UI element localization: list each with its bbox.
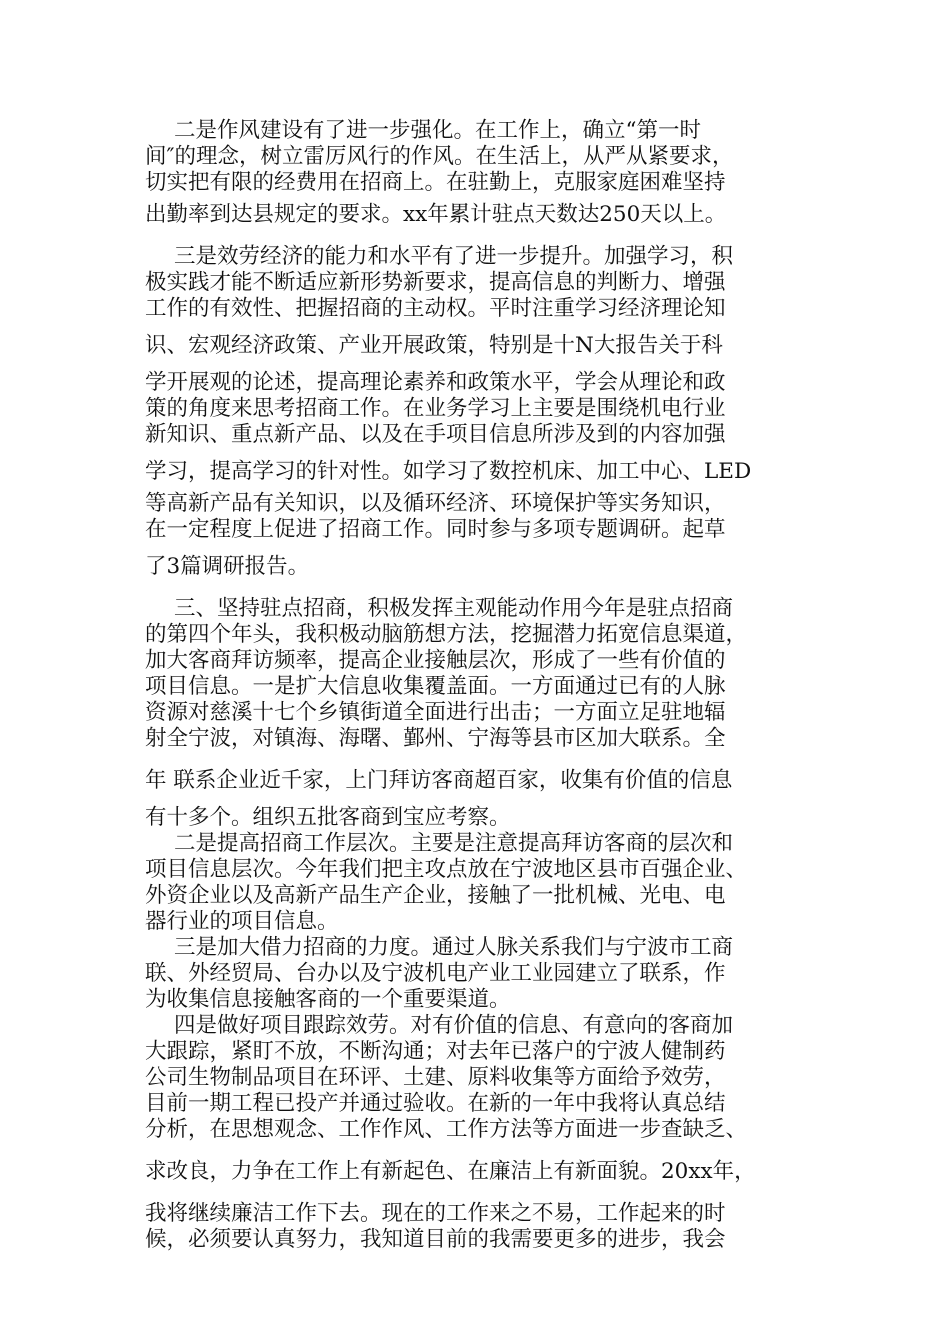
text-line: 项目信息层次。今年我们把主攻点放在宁波地区县市百强企业、 <box>145 857 748 882</box>
text-line: 我将继续廉洁工作下去。现在的工作来之不易，工作起来的时 <box>145 1201 726 1226</box>
text-line: 器行业的项目信息。 <box>145 909 339 934</box>
text-line: 年 联系企业近千家，上门拜访客商超百家，收集有价值的信息 <box>145 768 733 793</box>
text-line: 识、宏观经济政策、产业开展政策，特别是十N大报告关于科 <box>145 333 723 358</box>
document-body <box>145 118 805 1253</box>
text-line: 求改良，力争在工作上有新起色、在廉洁上有新面貌。20xx年， <box>145 1159 756 1184</box>
text-line: 三、坚持驻点招商，积极发挥主观能动作用今年是驻点招商 <box>174 596 734 621</box>
text-line: 资源对慈溪十七个乡镇街道全面进行出击；一方面立足驻地辐 <box>145 700 726 725</box>
text-line: 在一定程度上促进了招商工作。同时参与多项专题调研。起草 <box>145 517 726 542</box>
text-line: 工作的有效性、把握招商的主动权。平时注重学习经济理论知 <box>145 296 726 321</box>
text-line: 极实践才能不断适应新形势新要求，提高信息的判断力、增强 <box>145 270 726 295</box>
text-line: 新知识、重点新产品、以及在手项目信息所涉及到的内容加强 <box>145 422 726 447</box>
text-line: 外资企业以及高新产品生产企业，接触了一批机械、光电、电 <box>145 883 726 908</box>
text-line: 二是作风建设有了进一步强化。在工作上，确立“第一时 <box>174 118 701 143</box>
text-line: 的第四个年头，我积极动脑筋想方法，挖掘潜力拓宽信息渠道， <box>145 622 748 647</box>
text-line: 等高新产品有关知识，以及循环经济、环境保护等实务知识， <box>145 491 726 516</box>
text-line: 加大客商拜访频率，提高企业接触层次，形成了一些有价值的 <box>145 648 726 673</box>
text-line: 三是加大借力招商的力度。通过人脉关系我们与宁波市工商 <box>174 935 734 960</box>
text-line: 策的角度来思考招商工作。在业务学习上主要是围绕机电行业 <box>145 396 726 421</box>
text-line: 射全宁波，对镇海、海曙、鄞州、宁海等县市区加大联系。全 <box>145 726 726 751</box>
text-line: 有十多个。组织五批客商到宝应考察。 <box>145 805 511 830</box>
text-line: 大跟踪，紧盯不放，不断沟通；对去年已落户的宁波人健制药 <box>145 1039 726 1064</box>
text-line: 为收集信息接触客商的一个重要渠道。 <box>145 987 511 1012</box>
text-line: 公司生物制品项目在环评、土建、原料收集等方面给予效劳， <box>145 1065 726 1090</box>
text-line: 项目信息。一是扩大信息收集覆盖面。一方面通过已有的人脉 <box>145 674 726 699</box>
text-line: 四是做好项目跟踪效劳。对有价值的信息、有意向的客商加 <box>174 1013 734 1038</box>
text-line: 学习，提高学习的针对性。如学习了数控机床、加工中心、LED <box>145 459 752 484</box>
text-line: 目前一期工程已投产并通过验收。在新的一年中我将认真总结 <box>145 1091 726 1116</box>
text-line: 学开展观的论述，提高理论素养和政策水平，学会从理论和政 <box>145 370 726 395</box>
text-line: 出勤率到达县规定的要求。xx年累计驻点天数达250天以上。 <box>145 202 727 227</box>
text-line: 二是提高招商工作层次。主要是注意提高拜访客商的层次和 <box>174 831 734 856</box>
text-line: 联、外经贸局、台办以及宁波机电产业工业园建立了联系，作 <box>145 961 726 986</box>
text-line: 切实把有限的经费用在招商上。在驻勤上，克服家庭困难坚持 <box>145 170 726 195</box>
text-line: 候，必须要认真努力，我知道目前的我需要更多的进步，我会 <box>145 1227 726 1252</box>
text-line: 了3篇调研报告。 <box>145 554 310 579</box>
text-line: 三是效劳经济的能力和水平有了进一步提升。加强学习，积 <box>174 244 734 269</box>
text-line: 分析，在思想观念、工作作风、工作方法等方面进一步查缺乏、 <box>145 1117 748 1142</box>
text-line: 间″的理念，树立雷厉风行的作风。在生活上，从严从紧要求， <box>145 144 734 169</box>
